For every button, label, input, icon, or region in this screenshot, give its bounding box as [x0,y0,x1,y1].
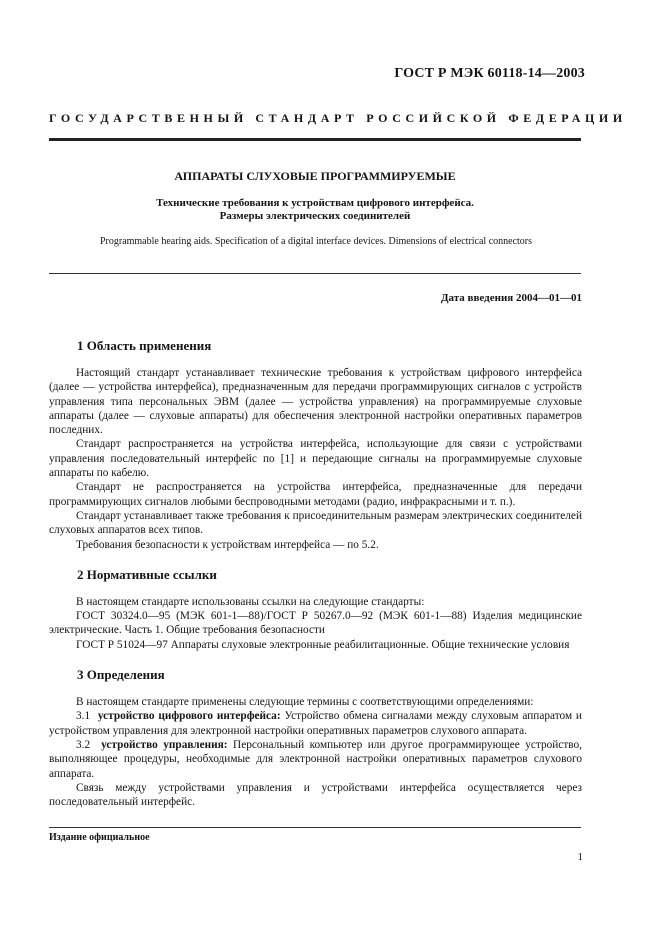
section-1-paragraph: Настоящий стандарт устанавливает технические требования к устройствам цифрового интерфейса (далее — устройства интерфейса), предназначенным для передачи программирующих сигналов с устройств управления типа персональных ЭВМ (далее — устройства управления) на программируемые слуховые аппараты (далее — слуховые аппараты) для обеспечения электронной настройки оперативных параметров последних. [49,367,582,437]
section-2-reference: ГОСТ 30324.0—95 (МЭК 601-1—88)/ГОСТ Р 50267.0—92 (МЭК 601-1—88) Изделия медицинские электрические. Часть 1. Общие требования безопасности [49,610,582,637]
section-3-heading: 3 Определения [77,667,165,683]
definition-text: Устройство обмена сигналами между слуховым аппаратом и устройством управления для электронной настройки оперативных параметров слухового аппарата. [49,710,582,737]
definition-3-2 [49,738,582,781]
definition-term: устройство цифрового интерфейса: [97,710,281,723]
section-1-paragraph: Стандарт распространяется на устройства интерфейса, использующие для связи с устройствами управления последовательный интерфейс по [1] и передающие сигналы на программируемые слуховые аппараты по кабелю. [49,438,582,480]
section-2-reference: ГОСТ Р 51024—97 Аппараты слуховые электронные реабилитационные. Общие технические условия [76,638,570,651]
section-1-heading: 1 Область применения [77,338,212,353]
footer-divider [49,827,581,828]
state-standard-banner: ГОСУДАРСТВЕННЫЙ СТАНДАРТ РОССИЙСКОЙ ФЕДЕРАЦИИ [49,111,627,125]
definition-number: 3.2 [76,738,91,751]
definition-number: 3.1 [76,710,91,723]
section-2-paragraph: В настоящем стандарте использованы ссылки на следующие стандарты: [76,595,425,608]
section-1-paragraph: Стандарт устанавливает также требования к присоединительным размерам электрических соединителей слуховых аппаратов всех типов. [49,509,582,537]
standard-code: ГОСТ Р МЭК 60118-14—2003 [394,66,585,81]
definition-3-1 [49,709,582,738]
header-divider [49,138,581,141]
edition-label: Издание официальное [49,832,150,843]
page-number: 1 [577,851,583,863]
section-1-paragraph: Стандарт не распространяется на устройства интерфейса, предназначенные для передачи программирующих сигналов любыми беспроводными методами (радио, инфракрасными и т. п.). [49,481,582,508]
subtitle-line-2: Размеры электрических соединителей [219,210,411,222]
english-title: Programmable hearing aids. Specification of a digital interface devices. Dimensions of electrical connectors [99,236,533,247]
definition-term: устройство управления: [101,738,228,751]
subtitle-line-1: Технические требования к устройствам цифрового интерфейса. [156,197,474,209]
definition-text: Персональный компьютер или другое программирующее устройство, выполняющее процедуры, необходимые для электронной настройки оперативных параметров слухового аппарата. [49,738,582,780]
section-3-closing: Связь между устройствами управления и устройствами интерфейса осуществляется через последовательный интерфейс. [49,781,582,809]
section-1-paragraph: Требования безопасности к устройствам интерфейса — по 5.2. [76,538,379,551]
effective-date: Дата введения 2004—01—01 [440,292,582,304]
document-subtitle [49,197,581,223]
section-3-intro: В настоящем стандарте применены следующие термины с соответствующими определениями: [76,696,534,709]
document-title: АППАРАТЫ СЛУХОВЫЕ ПРОГРАММИРУЕМЫЕ [174,169,456,183]
section-2-heading: 2 Нормативные ссылки [77,566,217,582]
title-divider [49,273,581,274]
document-body [49,338,582,809]
